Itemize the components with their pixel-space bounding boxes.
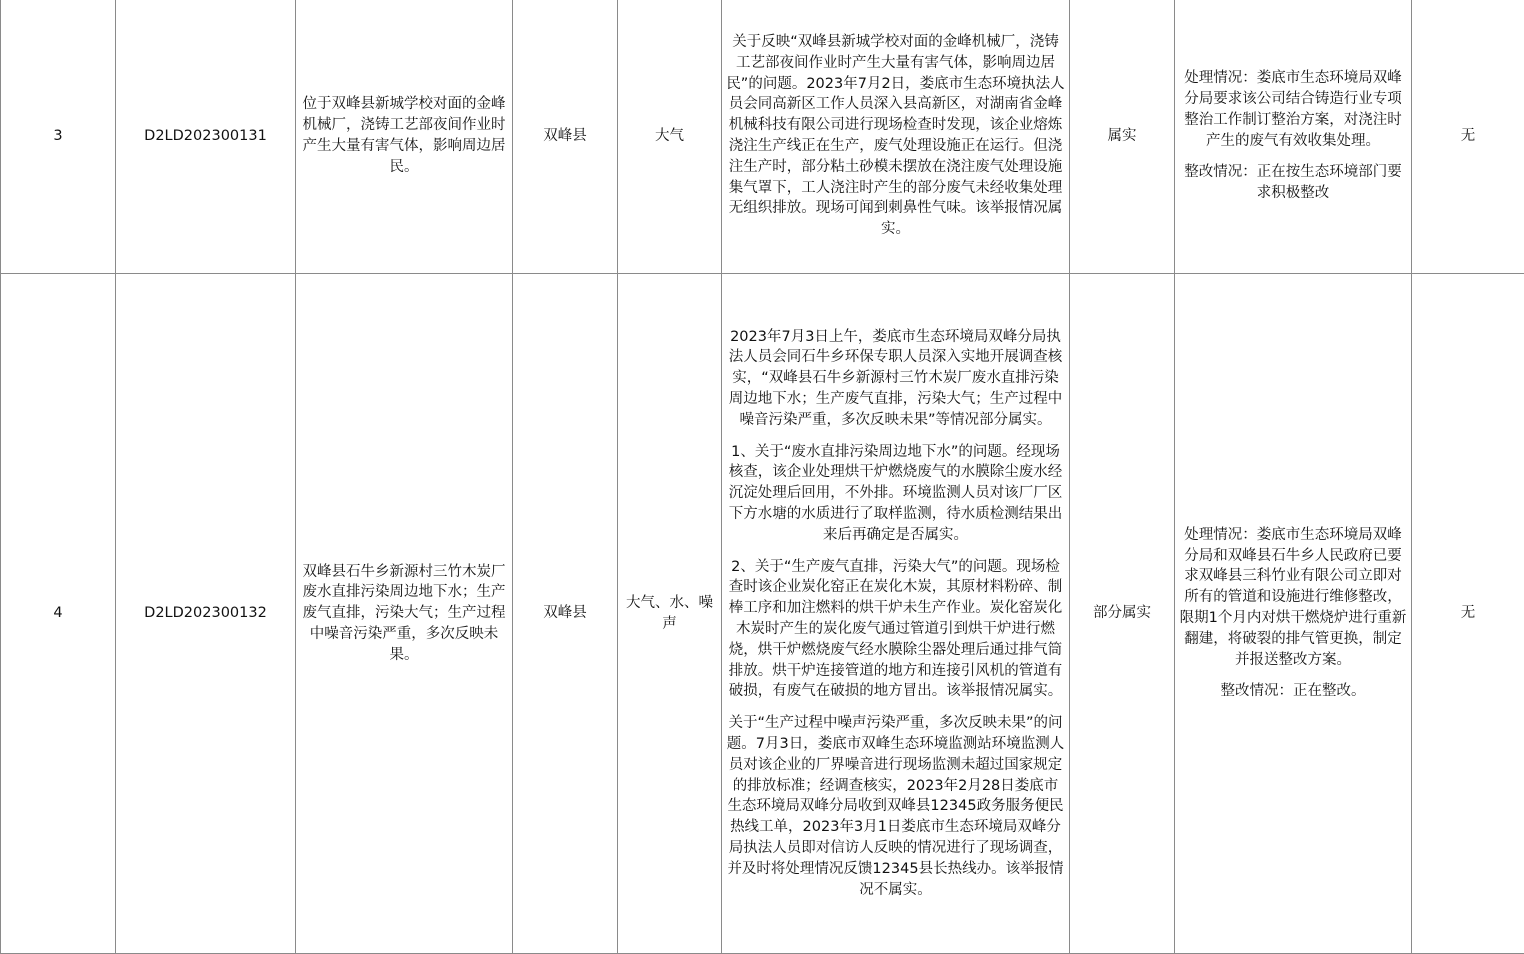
- handling-result: [1175, 274, 1412, 954]
- investigation-paragraph: 2023年7月3日上午，娄底市生态环境局双峰分局执法人员会同石牛乡环保专职人员深入实地开展调查核实，“双峰县石牛乡新源村三竹木炭厂废水直排污染周边地下水；生产废气直排，污染大气；生产过程中噪音污染严重，多次反映未果”等情况部分属实。: [726, 327, 1065, 431]
- accountability: 无: [1412, 0, 1524, 274]
- investigation-result: [722, 274, 1070, 954]
- handling-paragraph: 处理情况：娄底市生态环境局双峰分局和双峰县石牛乡人民政府已要求双峰县三科竹业有限公司立即对所有的管道和设施进行维修整改，限期1个月内对烘干燃烧炉进行重新翻建，将破裂的排气管更换，制定并报送整改方案。: [1179, 525, 1407, 671]
- verdict: 部分属实: [1070, 274, 1175, 954]
- pollution-category: 大气、水、噪声: [618, 274, 722, 954]
- county: 双峰县: [513, 274, 618, 954]
- handling-result: [1175, 0, 1412, 274]
- complaint-content: 位于双峰县新城学校对面的金峰机械厂，浇铸工艺部夜间作业时产生大量有害气体，影响周边居民。: [296, 0, 513, 274]
- investigation-paragraph: 2、关于“生产废气直排，污染大气”的问题。现场检查时该企业炭化窑正在炭化木炭，其原材料粉碎、制棒工序和加注燃料的烘干炉未生产作业。炭化窑炭化木炭时产生的炭化废气通过管道引到烘干炉进行燃烧，烘干炉燃烧废气经水膜除尘器处理后通过排气筒排放。烘干炉连接管道的地方和连接引风机的管道有破损，有废气在破损的地方冒出。该举报情况属实。: [726, 557, 1065, 703]
- rectification-paragraph: 整改情况：正在按生态环境部门要求积极整改: [1179, 162, 1407, 204]
- row-index: 3: [1, 0, 116, 274]
- case-code: D2LD202300132: [116, 274, 296, 954]
- row-index: 4: [1, 274, 116, 954]
- investigation-paragraph: 1、关于“废水直排污染周边地下水”的问题。经现场核查，该企业处理烘干炉燃烧废气的水膜除尘废水经沉淀处理后回用，不外排。环境监测人员对该厂厂区下方水塘的水质进行了取样监测，待水质检测结果出来后再确定是否属实。: [726, 442, 1065, 546]
- accountability: 无: [1412, 274, 1524, 954]
- investigation-paragraph: 关于“生产过程中噪声污染严重，多次反映未果”的问题。7月3日，娄底市双峰生态环境监测站环境监测人员对该企业的厂界噪音进行现场监测未超过国家规定的排放标准；经调查核实，2023年2月28日娄底市生态环境局双峰分局收到双峰县12345政务服务便民热线工单，2023年3月1日娄底市生态环境局双峰分局执法人员即对信访人反映的情况进行了现场调查，并及时将处理情况反馈12345县长热线办。该举报情况不属实。: [726, 713, 1065, 900]
- pollution-category: 大气: [618, 0, 722, 274]
- investigation-result: [722, 0, 1070, 274]
- verdict: 属实: [1070, 0, 1175, 274]
- case-code: D2LD202300131: [116, 0, 296, 274]
- table-row: [1, 0, 1524, 274]
- table-row: [1, 274, 1524, 954]
- handling-paragraph: 处理情况：娄底市生态环境局双峰分局要求该公司结合铸造行业专项整治工作制订整治方案，对浇注时产生的废气有效收集处理。: [1179, 68, 1407, 151]
- complaint-content: 双峰县石牛乡新源村三竹木炭厂废水直排污染周边地下水；生产废气直排，污染大气；生产过程中噪音污染严重，多次反映未果。: [296, 274, 513, 954]
- county: 双峰县: [513, 0, 618, 274]
- investigation-paragraph: 关于反映“双峰县新城学校对面的金峰机械厂，浇铸工艺部夜间作业时产生大量有害气体，影响周边居民”的问题。2023年7月2日，娄底市生态环境执法人员会同高新区工作人员深入县高新区，对湖南省金峰机械科技有限公司进行现场检查时发现，该企业熔炼浇注生产线正在生产，废气处理设施正在运行。但浇注生产时，部分粘土砂模未摆放在浇注废气处理设施集气罩下，工人浇注时产生的部分废气未经收集处理无组织排放。现场可闻到刺鼻性气味。该举报情况属实。: [726, 32, 1065, 240]
- rectification-paragraph: 整改情况：正在整改。: [1179, 681, 1407, 702]
